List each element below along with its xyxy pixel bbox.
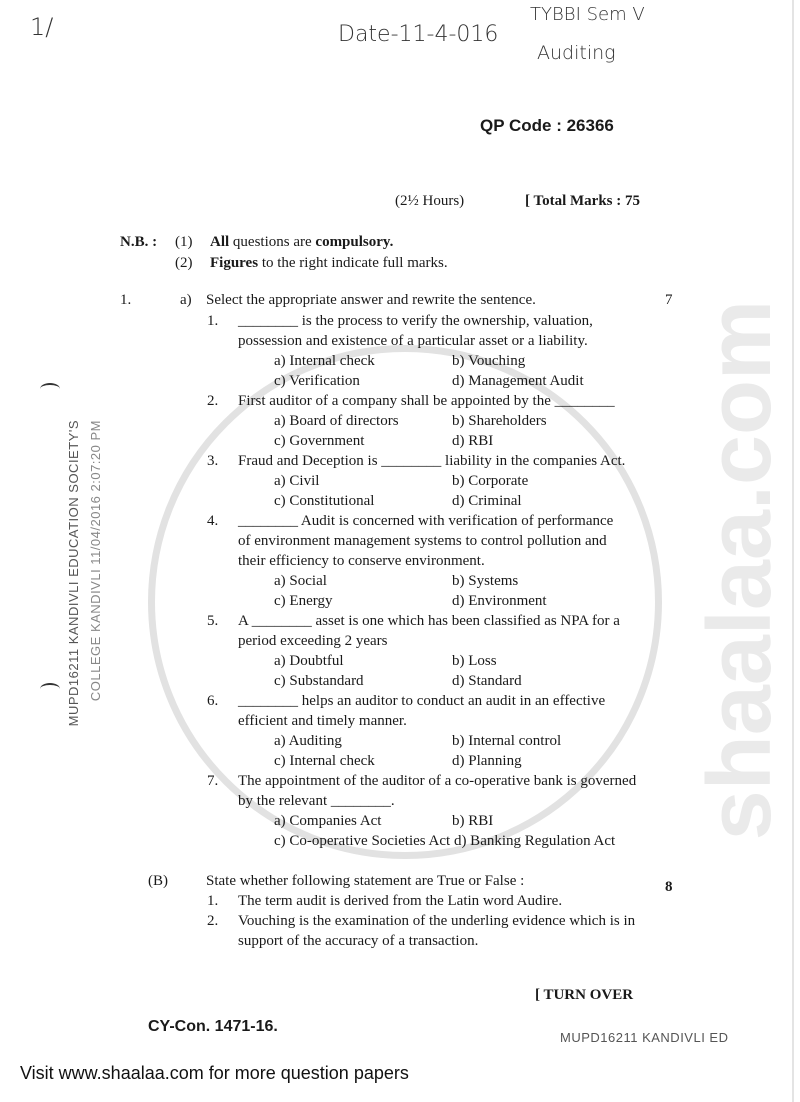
part-a-instruction: Select the appropriate answer and rewrite the sentence. [206,292,536,308]
mcq-option: d) Management Audit [452,373,584,389]
statement-text-line: Vouching is the examination of the underling evidence which is in [238,913,636,929]
mcq-option: d) Criminal [452,493,522,509]
stamp-center: COLLEGE KANDIVLI 11/04/2016 2:07:20 PM [88,420,103,702]
mcq-text-line: A ________ asset is one which has been classified as NPA for a [238,613,620,629]
handwritten-date: Date-11-4-016 [338,22,499,47]
mcq-option: a) Auditing [274,733,342,749]
statement-text-line: support of the accuracy of a transaction. [238,933,479,949]
note-number: (2) [175,255,193,271]
mcq-text-line: ________ Audit is concerned with verification of performance [238,513,614,529]
mcq-option: b) Loss [452,653,497,669]
part-b-label: (B) [148,873,168,889]
mcq-number: 1. [207,313,219,329]
mcq-option: c) Constitutional [274,493,375,509]
statement-number: 1. [207,893,219,909]
paper-code: CY-Con. 1471-16. [148,1018,278,1035]
mcq-number: 2. [207,393,219,409]
handwritten-course: TYBBI Sem V [530,4,645,25]
turn-over: [ TURN OVER [535,987,634,1003]
mcq-option: a) Social [274,573,327,589]
mcq-option: c) Energy [274,593,333,609]
statement-number: 2. [207,913,219,929]
mcq-option: b) Systems [452,573,519,589]
mcq-text-line: ________ is the process to verify the ownership, valuation, [238,313,593,329]
mcq-option: a) Board of directors [274,413,399,429]
handwritten-corner: 1/ [30,13,54,41]
mcq-option: d) Standard [452,673,522,689]
mcq-option: a) Civil [274,473,320,489]
question-number: 1. [120,292,132,308]
mcq-option: b) RBI [452,813,494,829]
watermark-text: shaalaa.com [690,300,790,841]
note-bold: Figures [210,255,259,271]
mcq-text-line: their efficiency to conserve environment. [238,553,485,569]
mcq-text-line: The appointment of the auditor of a co-operative bank is governed [238,773,637,789]
stamp-right: MUPD16211 KANDIVLI ED [560,1030,729,1045]
part-b-instruction: State whether following statement are True or False : [206,873,525,889]
page-edge [792,0,794,1102]
mcq-text-line: ________ helps an auditor to conduct an audit in an effective [238,693,606,709]
mcq-text-line: of environment management systems to control pollution and [238,533,607,549]
qp-code: QP Code : 26366 [480,116,614,135]
punch-hole-mark [40,683,60,695]
mcq-option: b) Internal control [452,733,562,749]
mcq-text-line: Fraud and Deception is ________ liability in the companies Act. [238,453,626,469]
mcq-option: c) Verification [274,373,360,389]
mcq-option: c) Co-operative Societies Act d) Banking Regulation Act [274,833,616,849]
mcq-option: d) RBI [452,433,494,449]
mcq-number: 3. [207,453,219,469]
mcq-option: a) Companies Act [274,813,382,829]
note-plain: questions are [232,234,312,250]
note-text [210,233,393,251]
mcq-option: d) Planning [452,753,522,769]
mcq-text-line: by the relevant ________. [238,793,395,809]
mcq-option: d) Environment [452,593,547,609]
mcq-text-line: efficient and timely manner. [238,713,407,729]
punch-hole-mark [40,383,60,395]
mcq-text-line: possession and existence of a particular asset or a liability. [238,333,588,349]
duration: (2½ Hours) [395,193,465,209]
mcq-option: c) Internal check [274,753,375,769]
part-b-marks: 8 [665,879,673,895]
mcq-text-line: First auditor of a company shall be appointed by the ________ [238,393,615,409]
statement-text-line: The term audit is derived from the Latin word Audire. [238,893,563,909]
mcq-option: a) Doubtful [274,653,344,669]
mcq-option: b) Corporate [452,473,529,489]
note-text [210,254,448,272]
mcq-text-line: period exceeding 2 years [238,633,388,649]
mcq-option: b) Vouching [452,353,526,369]
total-marks: [ Total Marks : 75 [525,193,641,209]
mcq-number: 7. [207,773,219,789]
mcq-number: 6. [207,693,219,709]
mcq-option: b) Shareholders [452,413,547,429]
mcq-option: a) Internal check [274,353,375,369]
mcq-option: c) Substandard [274,673,364,689]
site-note: Visit www.shaalaa.com for more question papers [20,1063,409,1083]
part-a-marks: 7 [665,292,673,308]
handwritten-subject: Auditing [537,42,616,64]
part-a-label: a) [180,292,192,308]
mcq-number: 4. [207,513,219,529]
note-number: (1) [175,234,193,250]
mcq-option: c) Government [274,433,365,449]
mcq-number: 5. [207,613,219,629]
stamp-left: MUPD16211 KANDIVLI EDUCATION SOCIETY'S [66,420,81,727]
notes-label: N.B. : [120,234,158,250]
note-bold: All [210,234,230,250]
note-bold: compulsory. [315,234,394,250]
note-plain: to the right indicate full marks. [261,255,448,271]
